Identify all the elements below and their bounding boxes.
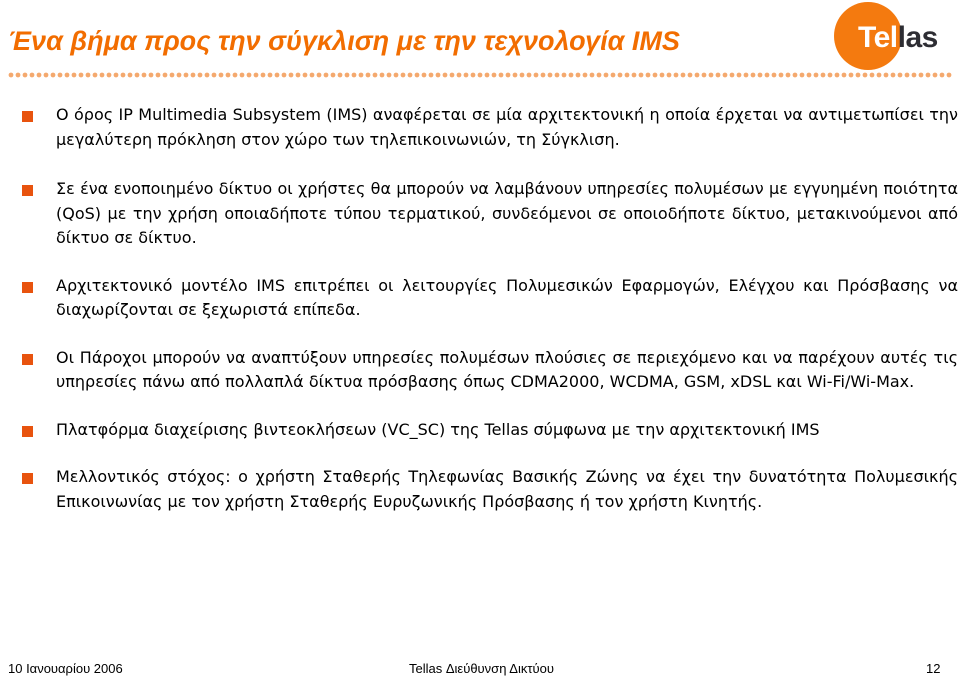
square-bullet-icon [22, 282, 33, 293]
divider-dot [639, 73, 644, 78]
divider-dot [184, 73, 189, 78]
divider-dot [548, 73, 553, 78]
divider-dot [758, 73, 763, 78]
divider-dot [618, 73, 623, 78]
divider-dot [289, 73, 294, 78]
divider-dot [744, 73, 749, 78]
divider-dot [191, 73, 196, 78]
divider-dot [492, 73, 497, 78]
divider-dot [485, 73, 490, 78]
divider-dot [310, 73, 315, 78]
divider-dot [79, 73, 84, 78]
divider-dot [583, 73, 588, 78]
divider-dot [387, 73, 392, 78]
bullet-text: Αρχιτεκτονικό μοντέλο IMS επιτρέπει οι λειτουργίες Πολυμεσικών Εφαρμογών, Ελέγχου και Πρόσβασης να διαχωρίζονται σε ξεχωριστά επίπεδα. [56, 275, 958, 319]
divider-dot [576, 73, 581, 78]
dotted-divider [8, 72, 952, 78]
slide-title: Ένα βήμα προς την σύγκλιση με την τεχνολογία IMS [8, 26, 680, 56]
divider-dot [898, 73, 903, 78]
divider-dot [751, 73, 756, 78]
divider-dot [23, 73, 28, 78]
divider-dot [401, 73, 406, 78]
bullet-item-6 [14, 465, 958, 514]
divider-dot [9, 73, 14, 78]
divider-dot [786, 73, 791, 78]
divider-dot [177, 73, 182, 78]
divider-dot [779, 73, 784, 78]
divider-dot [681, 73, 686, 78]
divider-dot [142, 73, 147, 78]
divider-dot [499, 73, 504, 78]
logo-text-primary: Tel [858, 21, 898, 54]
divider-dot [947, 73, 952, 78]
divider-dot [394, 73, 399, 78]
divider-dot [170, 73, 175, 78]
footer-date: 10 Ιανουαρίου 2006 [8, 661, 123, 676]
divider-dot [261, 73, 266, 78]
divider-dot [408, 73, 413, 78]
divider-dot [247, 73, 252, 78]
divider-dot [324, 73, 329, 78]
divider-dot [807, 73, 812, 78]
divider-dot [555, 73, 560, 78]
divider-dot [625, 73, 630, 78]
footer-center: Tellas Διεύθυνση Δικτύου [409, 661, 554, 676]
divider-dot [268, 73, 273, 78]
divider-dot [233, 73, 238, 78]
divider-dot [520, 73, 525, 78]
divider-dot [919, 73, 924, 78]
divider-dot [569, 73, 574, 78]
divider-dot [212, 73, 217, 78]
divider-dot [604, 73, 609, 78]
divider-dot [359, 73, 364, 78]
divider-dot [240, 73, 245, 78]
divider-dot [107, 73, 112, 78]
divider-dot [121, 73, 126, 78]
divider-dot [457, 73, 462, 78]
divider-dot [436, 73, 441, 78]
divider-dot [338, 73, 343, 78]
divider-dot [793, 73, 798, 78]
divider-dot [345, 73, 350, 78]
divider-dot [597, 73, 602, 78]
divider-dot [443, 73, 448, 78]
divider-dot [870, 73, 875, 78]
divider-dot [114, 73, 119, 78]
square-bullet-icon [22, 185, 33, 196]
divider-dot [828, 73, 833, 78]
divider-dot [702, 73, 707, 78]
divider-dot [226, 73, 231, 78]
divider-dot [100, 73, 105, 78]
square-bullet-icon [22, 426, 33, 437]
divider-dot [429, 73, 434, 78]
divider-dot [135, 73, 140, 78]
divider-dot [765, 73, 770, 78]
bullet-item-3 [14, 274, 958, 323]
divider-dot [835, 73, 840, 78]
square-bullet-icon [22, 111, 33, 122]
bullet-item-2 [14, 177, 958, 251]
divider-dot [905, 73, 910, 78]
divider-dot [926, 73, 931, 78]
divider-dot [863, 73, 868, 78]
square-bullet-icon [22, 354, 33, 365]
divider-dot [912, 73, 917, 78]
divider-dot [688, 73, 693, 78]
divider-dot [373, 73, 378, 78]
divider-dot [450, 73, 455, 78]
divider-dot [58, 73, 63, 78]
divider-dot [296, 73, 301, 78]
divider-dot [716, 73, 721, 78]
divider-dot [44, 73, 49, 78]
divider-dot [527, 73, 532, 78]
divider-dot [653, 73, 658, 78]
divider-dot [464, 73, 469, 78]
divider-dot [149, 73, 154, 78]
logo-text [858, 21, 938, 55]
divider-dot [891, 73, 896, 78]
bullet-text: Ο όρος IP Multimedia Subsystem (IMS) αναφέρεται σε μία αρχιτεκτονική η οποία έρχεται να αντιμετωπίσει την μεγαλύτερη πρόκληση στον χώρο των τηλεπικοινωνιών, τη Σύγκλιση. [56, 105, 958, 149]
divider-dot [471, 73, 476, 78]
bullet-text: Σε ένα ενοποιημένο δίκτυο οι χρήστες θα μπορούν να λαμβάνουν υπηρεσίες πολυμέσων με εγγυημένη ποιότητα (QoS) με την χρήση οποιαδήποτε τύπου τερματικού, συνδεόμενοι σε οποιοδήποτε δίκτυο, μετακινούμενοι από δίκτυο σε δίκτυο. [56, 179, 958, 247]
divider-dot [695, 73, 700, 78]
divider-dot [590, 73, 595, 78]
divider-dot [303, 73, 308, 78]
divider-dot [772, 73, 777, 78]
divider-dot [51, 73, 56, 78]
footer-page-number: 12 [926, 661, 941, 676]
bullet-text: Μελλοντικός στόχος: ο χρήστη Σταθερής Τηλεφωνίας Βασικής Ζώνης να έχει την δυνατότητα Πολυμεσικής Επικοινωνίας με τον χρήστη Σταθερής Ευρυζωνικής Πρόσβασης ή τον χρήστη Κινητής. [56, 467, 958, 511]
divider-dot [800, 73, 805, 78]
divider-dot [884, 73, 889, 78]
divider-dot [562, 73, 567, 78]
divider-dot [660, 73, 665, 78]
divider-dot [821, 73, 826, 78]
divider-dot [331, 73, 336, 78]
divider-dot [723, 73, 728, 78]
divider-dot [737, 73, 742, 78]
logo-text-secondary: las [897, 21, 938, 54]
divider-dot [198, 73, 203, 78]
divider-dot [534, 73, 539, 78]
divider-dot [275, 73, 280, 78]
divider-dot [380, 73, 385, 78]
divider-dot [674, 73, 679, 78]
divider-dot [16, 73, 21, 78]
bullet-item-4 [14, 346, 958, 395]
divider-dot [541, 73, 546, 78]
divider-dot [219, 73, 224, 78]
divider-dot [86, 73, 91, 78]
divider-dot [30, 73, 35, 78]
divider-dot [814, 73, 819, 78]
divider-dot [93, 73, 98, 78]
divider-dot [849, 73, 854, 78]
divider-dot [667, 73, 672, 78]
divider-dot [877, 73, 882, 78]
tellas-logo [832, 2, 956, 76]
divider-dot [128, 73, 133, 78]
bullet-item-1 [14, 103, 958, 152]
divider-dot [646, 73, 651, 78]
divider-dot [37, 73, 42, 78]
divider-dot [933, 73, 938, 78]
divider-dot [72, 73, 77, 78]
divider-dot [842, 73, 847, 78]
divider-dot [65, 73, 70, 78]
divider-dot [205, 73, 210, 78]
divider-dot [709, 73, 714, 78]
divider-dot [156, 73, 161, 78]
divider-dot [254, 73, 259, 78]
divider-dot [730, 73, 735, 78]
divider-dot [478, 73, 483, 78]
divider-dot [513, 73, 518, 78]
square-bullet-icon [22, 473, 33, 484]
bullet-text: Οι Πάροχοι μπορούν να αναπτύξουν υπηρεσίες πολυμέσων πλούσιες σε περιεχόμενο και να παρέχουν αυτές τις υπηρεσίες πάνω από πολλαπλά δίκτυα πρόσβασης όπως CDMA2000, WCDMA, GSM, xDSL και Wi-Fi/Wi-Max. [56, 347, 958, 391]
divider-dot [856, 73, 861, 78]
divider-dot [366, 73, 371, 78]
bullet-list [14, 103, 958, 514]
divider-dot [317, 73, 322, 78]
divider-dot [632, 73, 637, 78]
divider-dot [352, 73, 357, 78]
divider-dot [282, 73, 287, 78]
divider-dot [163, 73, 168, 78]
divider-dot [940, 73, 945, 78]
divider-dot [611, 73, 616, 78]
divider-dot [415, 73, 420, 78]
bullet-text: Πλατφόρμα διαχείρισης βιντεοκλήσεων (VC_SC) της Tellas σύμφωνα με την αρχιτεκτονική IMS [56, 419, 820, 439]
divider-dot [506, 73, 511, 78]
bullet-item-5 [14, 418, 958, 443]
divider-dot [422, 73, 427, 78]
